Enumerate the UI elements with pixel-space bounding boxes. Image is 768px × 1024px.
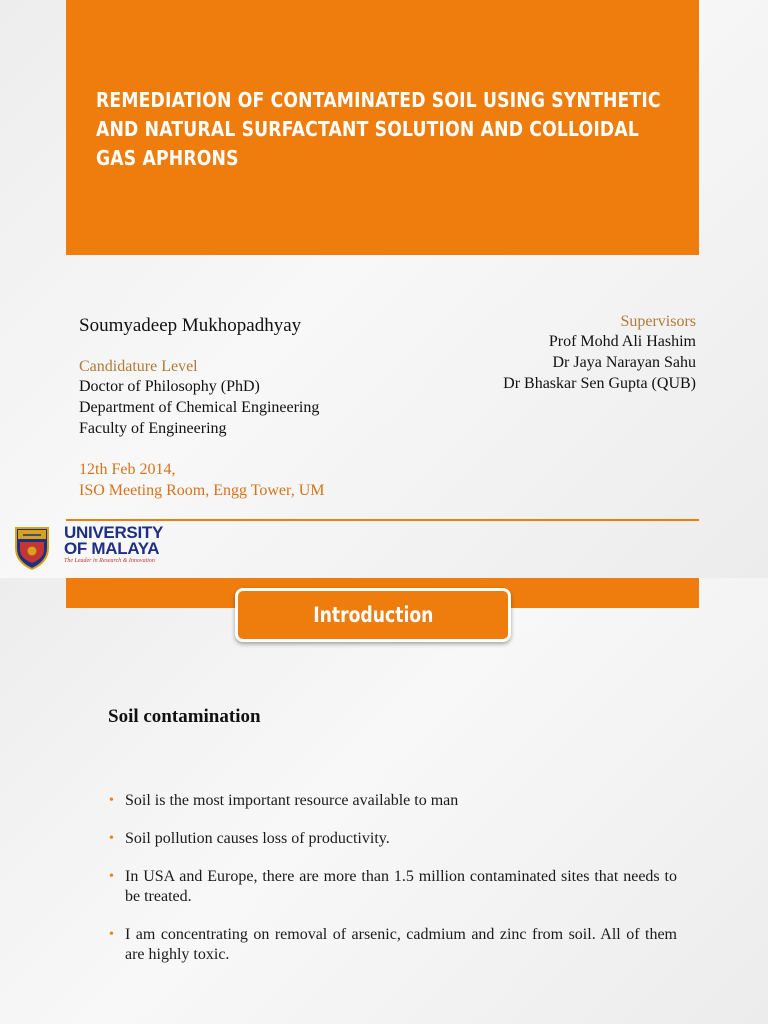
introduction-banner-label: Introduction — [312, 603, 434, 627]
bullet-icon: • — [109, 831, 114, 846]
faculty-line: Faculty of Engineering — [79, 420, 227, 437]
supervisors-label: Supervisors — [620, 313, 696, 330]
bullet-list — [109, 791, 677, 983]
department-line: Department of Chemical Engineering — [79, 399, 320, 416]
date-line: 12th Feb 2014, — [79, 461, 176, 478]
bullet-text: In USA and Europe, there are more than 1.5 million contaminated sites that needs to be treated. — [125, 868, 677, 905]
list-item — [109, 925, 677, 965]
bullet-icon: • — [109, 793, 114, 808]
list-item — [109, 791, 677, 811]
candidature-label: Candidature Level — [79, 358, 198, 375]
introduction-banner — [235, 588, 511, 642]
venue-line: ISO Meeting Room, Engg Tower, UM — [79, 482, 325, 499]
list-item — [109, 829, 677, 849]
university-logo — [12, 523, 162, 571]
list-item — [109, 867, 677, 907]
introduction-slide — [0, 578, 768, 1024]
bullet-text: I am concentrating on removal of arsenic, cadmium and zinc from soil. All of them are highly toxic. — [125, 926, 677, 963]
logo-line-1: UNIVERSITY — [64, 523, 164, 542]
supervisor-2: Dr Jaya Narayan Sahu — [552, 354, 696, 371]
presentation-title: REMEDIATION OF CONTAMINATED SOIL USING SYNTHETIC AND NATURAL SURFACTANT SOLUTION AND COLLOIDAL GAS APHRONS — [96, 88, 661, 170]
orange-divider — [66, 519, 699, 521]
degree-line: Doctor of Philosophy (PhD) — [79, 378, 260, 395]
section-heading: Soil contamination — [108, 706, 261, 727]
author-name: Soumyadeep Mukhopadhyay — [79, 315, 302, 336]
bullet-icon: • — [109, 927, 114, 942]
supervisor-3: Dr Bhaskar Sen Gupta (QUB) — [503, 375, 696, 392]
supervisor-1: Prof Mohd Ali Hashim — [548, 333, 696, 350]
university-crest-icon — [12, 524, 52, 570]
logo-line-2: OF MALAYA — [64, 539, 160, 558]
bullet-icon: • — [109, 869, 114, 884]
bullet-text: Soil is the most important resource available to man — [125, 792, 459, 809]
logo-tagline: The Leader in Research & Innovation — [64, 558, 155, 564]
bullet-text: Soil pollution causes loss of productivity. — [125, 830, 390, 847]
